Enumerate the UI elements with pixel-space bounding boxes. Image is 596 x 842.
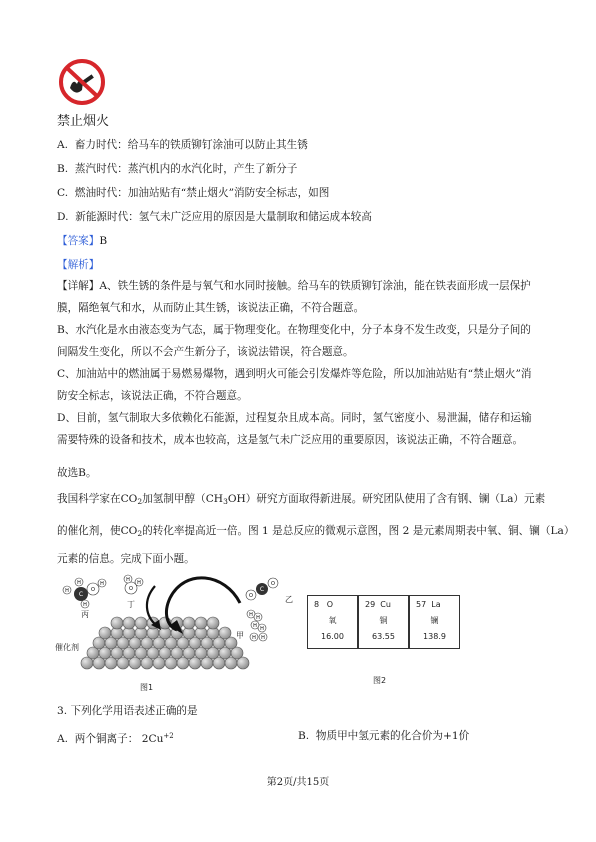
svg-text:H: H	[126, 577, 130, 583]
question-3-option-b: B. 物质甲中氢元素的化合价为+1价	[298, 730, 470, 742]
svg-text:H: H	[260, 626, 264, 632]
option-d: D. 新能源时代：氢气未广泛应用的原因是大量制取和储运成本较高	[57, 211, 372, 223]
sign-caption: 禁止烟火	[57, 114, 110, 129]
detail-d: D、目前，氢气制取大多依赖化石能源，过程复杂且成本高。同时，氢气密度小、易泄漏，储存和运输需要特殊的设备和技术，成本也较高，这是氢气未广泛应用的重要原因，该说法正确，不符合题意。	[57, 412, 532, 446]
svg-text:O: O	[91, 587, 95, 593]
svg-text:H: H	[253, 623, 257, 629]
label-yi: 乙	[285, 595, 293, 604]
option-a: A. 畜力时代：给马车的铁质铆钉涂油可以防止其生锈	[57, 139, 308, 151]
label-jia: 甲	[236, 631, 244, 640]
question-3-option-a: A. 两个铜离子： $2Cu^{+2}$	[57, 732, 174, 745]
svg-text:O: O	[129, 586, 133, 592]
no-smoking-no-fire-icon	[58, 58, 106, 106]
svg-text:H: H	[137, 580, 141, 586]
element-card-copper: 29 Cu 铜 63.55	[358, 595, 409, 649]
svg-text:H: H	[252, 635, 256, 641]
label-ding: 丁	[127, 600, 135, 609]
question-3-stem: 3. 下列化学用语表述正确的是	[57, 705, 198, 717]
page-footer: 第2页/共15页	[266, 777, 330, 788]
svg-text:H: H	[83, 602, 87, 608]
answer-line: 【答案】B	[57, 235, 108, 247]
intro-line-3: 元素的信息。完成下面小题。	[57, 553, 195, 565]
label-bing: 丙	[81, 610, 89, 619]
svg-text:H: H	[100, 581, 104, 587]
svg-text:H: H	[65, 588, 69, 594]
svg-text:C: C	[78, 591, 84, 598]
intro-line-1: 我国科学家在$CO_2$加氢制甲醇$(CH_3OH)$研究方面取得新进展。研究团队使用了含有钢、镧（La）元素	[57, 493, 546, 506]
svg-text:O: O	[249, 593, 253, 599]
option-b: B. 蒸汽时代：蒸汽机内的水汽化时，产生了新分子	[57, 163, 298, 175]
detail-b: B、水汽化是水由液态变为气态，属于物理变化。在物理变化中，分子本身不发生改变，只是分子间的间隔发生变化，所以不会产生新分子，该说法错误，符合题意。	[57, 324, 531, 358]
svg-text:C: C	[259, 586, 265, 593]
option-c: C. 燃油时代：加油站贴有“禁止烟火”消防安全标志，如图	[57, 187, 330, 199]
svg-text:H: H	[261, 635, 265, 641]
svg-text:H: H	[77, 580, 81, 586]
figure-1-caption: 图1	[140, 683, 154, 692]
element-card-oxygen: 8 O 氧 16.00	[307, 595, 358, 649]
figure-2-caption: 图2	[373, 676, 387, 685]
conclusion: 故选B。	[57, 467, 97, 479]
svg-text:O: O	[271, 581, 275, 587]
intro-line-2: 的催化剂，使$CO_2$的转化率提高近一倍。图 1 是总反应的微观示意图，图 2 是元素周期表中氧、铜、镧（La）	[57, 525, 575, 538]
svg-text:H: H	[249, 612, 253, 618]
detail-c: C、加油站中的燃油属于易燃易爆物，遇到明火可能会引发爆炸等危险，所以加油站贴有“禁止烟火”消防安全标志，该说法正确，不符合题意。	[57, 368, 532, 402]
svg-text:H: H	[256, 615, 260, 621]
element-card-lanthanum: 57 La 镧 138.9	[409, 595, 460, 649]
analysis-label: 【解析】	[57, 259, 100, 271]
figure-1-reaction-diagram	[55, 568, 295, 678]
detail-a: 【详解】A、铁生锈的条件是与氧气和水同时接触。给马车的铁质铆钉涂油，能在铁表面形成一层保护膜，隔绝氧气和水，从而防止其生锈，该说法正确，不符合题意。	[57, 280, 531, 314]
catalyst-label: 催化剂	[55, 643, 79, 652]
